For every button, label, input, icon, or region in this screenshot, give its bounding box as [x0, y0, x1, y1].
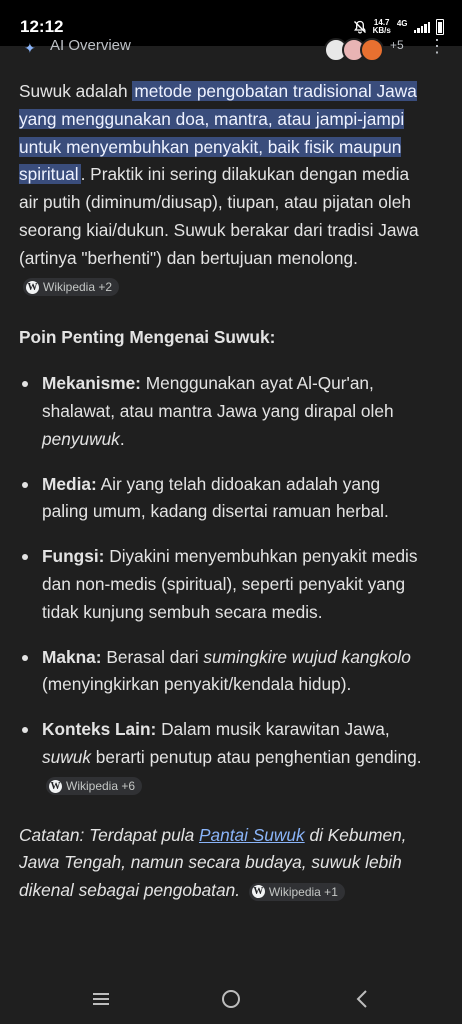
section-heading: Poin Penting Mengenai Suwuk:	[19, 327, 276, 348]
home-icon[interactable]	[218, 986, 244, 1012]
list-item: Mekanisme: Menggunakan ayat Al-Qur'an, shalawat, atau mantra Jawa yang dirapal oleh penyuwuk.	[19, 370, 424, 453]
source-thumbnails[interactable]	[330, 38, 384, 62]
citation-chip[interactable]: W Wikipedia +6	[46, 777, 142, 795]
citation-chip[interactable]: W Wikipedia +1	[249, 883, 345, 901]
ai-sparkle-icon: ✦	[24, 40, 36, 56]
status-icons	[353, 19, 444, 35]
list-item: Media: Air yang telah didoakan adalah yang paling umum, kadang disertai ramuan herbal.	[19, 471, 424, 527]
source-count: +5	[390, 38, 404, 52]
status-time: 12:12	[20, 17, 64, 36]
more-options-icon[interactable]: ⋮	[428, 36, 446, 56]
points-list	[19, 370, 424, 799]
system-nav-bar	[0, 974, 462, 1024]
list-item: Konteks Lain: Dalam musik karawitan Jawa, suwuk berarti penutup atau penghentian gending. W Wikipedia +6	[19, 716, 424, 799]
ai-overview-header	[0, 36, 462, 56]
note-paragraph: Catatan: Terdapat pula Pantai Suwuk di Kebumen, Jawa Tengah, namun secara budaya, suwuk lebih dikenal sebagai pengobatan. W Wikipedia +1	[19, 824, 407, 901]
mute-bell-icon	[353, 20, 367, 34]
intro-paragraph: Suwuk adalah metode pengobatan tradisional Jawa yang menggunakan doa, mantra, atau jampi-jampi untuk menyembuhkan penyakit, baik fisik maupun spiritual . Praktik ini sering dilakukan dengan media air putih (diminum/diusap), tiupan, atau pijatan oleh seorang kiai/dukun. Suwuk berakar dari tradisi Jawa (artinya "berhenti") dan bertujuan menolong. W Wikipedia +2	[19, 81, 419, 295]
ai-overview-content	[19, 78, 424, 922]
signal-icon	[414, 22, 431, 33]
battery-icon	[436, 19, 444, 35]
back-icon[interactable]	[350, 986, 376, 1012]
wikipedia-icon: W	[253, 886, 264, 898]
network-speed: 14.7 KB/s	[372, 18, 391, 35]
wikipedia-icon: W	[50, 780, 61, 792]
highlighted-text: metode pengobatan tradisional Jawa yang menggunakan doa, mantra, atau jampi-jampi untuk menyembuhkan penyakit, baik fisik maupun spiritual	[19, 81, 417, 185]
recent-apps-icon[interactable]	[88, 986, 114, 1012]
wikipedia-icon: W	[27, 281, 38, 293]
list-item: Fungsi: Diyakini menyembuhkan penyakit medis dan non-medis (spiritual), seperti penyakit yang tidak kunjung sembuh secara medis.	[19, 543, 424, 626]
citation-chip[interactable]: W Wikipedia +2	[23, 278, 119, 296]
pantai-suwuk-link[interactable]: Pantai Suwuk	[198, 824, 305, 845]
list-item: Makna: Berasal dari sumingkire wujud kangkolo (menyingkirkan penyakit/kendala hidup).	[19, 644, 424, 700]
ai-overview-title: AI Overview	[50, 37, 131, 54]
network-type: 4G	[396, 18, 408, 28]
